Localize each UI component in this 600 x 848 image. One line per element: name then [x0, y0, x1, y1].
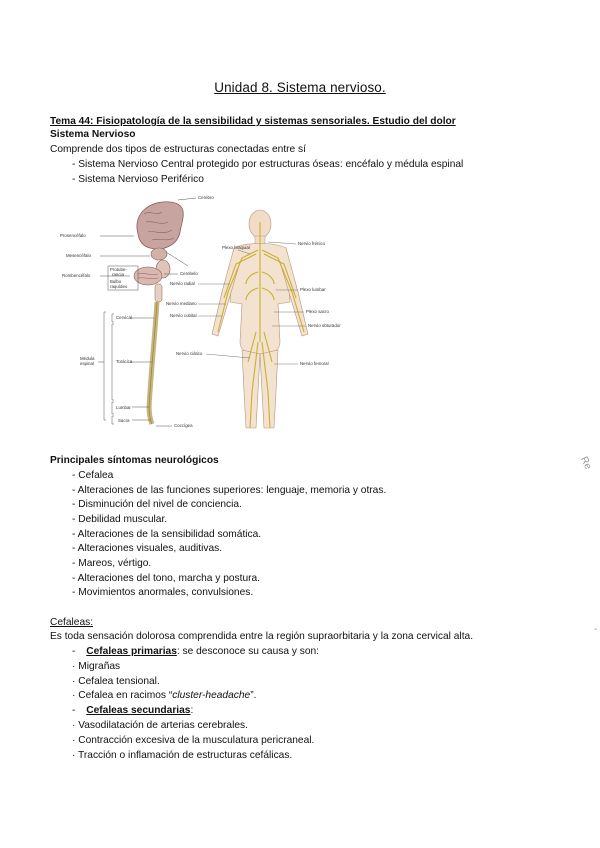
cluster-term: cluster-headache — [172, 690, 251, 701]
intro-line: Comprende dos tipos de estructuras conectadas entre sí — [50, 144, 306, 155]
primaria-cluster-prefix: · Cefalea en racimos “ — [72, 690, 173, 701]
label-cervical: Cervical — [116, 315, 132, 320]
label-plexo-lumbar: Plexo lumbar — [300, 287, 326, 292]
label-sacra: Sacra — [118, 418, 130, 423]
label-rombencefalo: Rombencéfalo — [62, 273, 91, 278]
label-nervio-frenico: Nervio frénico — [298, 241, 326, 246]
label-nervio-radial: Nervio radial — [170, 281, 195, 286]
label-protuberancia-2: rancia — [112, 272, 124, 277]
page-title: Unidad 8. Sistema nervioso. — [214, 80, 386, 95]
cefaleas-heading: Cefaleas: — [50, 617, 94, 628]
label-bulbo-1: Bulbo — [110, 279, 122, 284]
label-lumbar: Lumbar — [116, 405, 131, 410]
primaria-item: · Cefalea tensional. — [72, 676, 160, 687]
sintoma-item: - Alteraciones de las funciones superiores: lenguaje, memoria y otras. — [72, 485, 387, 496]
label-toracica: Torácica — [116, 359, 133, 364]
label-prosencefalo: Prosencéfalo — [60, 233, 86, 238]
sintoma-item: - Mareos, vértigo. — [72, 558, 152, 569]
label-bulbo-2: raquídeo — [110, 284, 128, 289]
label-cerebro: Cerebro — [198, 195, 214, 200]
primarias-dash: - — [72, 646, 76, 657]
cluster-end: ”. — [250, 690, 257, 701]
sintoma-item: - Movimientos anormales, convulsiones. — [72, 587, 254, 598]
primarias-rest: : se desconoce su causa y son: — [176, 646, 320, 657]
sintoma-item: - Disminución del nivel de conciencia. — [72, 499, 242, 510]
sistema-item-periferico: - Sistema Nervioso Periférico — [72, 174, 204, 185]
nervous-system-figure — [60, 192, 350, 434]
primarias-label: Cefaleas primarias — [86, 646, 177, 657]
label-cerebelo: Cerebelo — [180, 271, 198, 276]
brain-drawing — [134, 202, 183, 302]
cefaleas-definition: Es toda sensación dolorosa comprendida entre la región supraorbitaria y la zona cervical alta. — [50, 631, 474, 642]
label-mesencefalo: Mesencéfalo — [66, 253, 91, 258]
primarias-line — [72, 645, 319, 658]
label-medula-2: espinal — [80, 361, 94, 366]
secundaria-item: · Tracción o inflamación de estructuras cefálicas. — [72, 750, 293, 761]
label-nervio-ciatico: Nervio ciático — [176, 351, 203, 356]
sintoma-item: - Alteraciones visuales, auditivas. — [72, 543, 223, 554]
label-nervio-cubital: Nervio cubital — [170, 313, 197, 318]
secundaria-item: · Vasodilatación de arterias cerebrales. — [72, 720, 248, 731]
label-nervio-mediano: Nervio mediano — [166, 301, 197, 306]
secundaria-item: · Contracción excesiva de la musculatura pericraneal. — [72, 735, 315, 746]
sintoma-item: - Alteraciones del tono, marcha y postura. — [72, 573, 261, 584]
sintoma-item: - Alteraciones de la sensibilidad somática. — [72, 529, 262, 540]
label-nervio-femoral: Nervio femoral — [300, 361, 329, 366]
sintomas-heading: Principales síntomas neurológicos — [50, 455, 219, 466]
secundarias-line — [72, 704, 193, 717]
secundarias-dash: - — [72, 705, 76, 716]
tema-heading: Tema 44: Fisiopatología de la sensibilidad y sistemas sensoriales. Estudio del dolor — [50, 116, 456, 127]
nervous-system-illustration — [60, 192, 350, 434]
margin-dash: - — [594, 624, 598, 635]
margin-fragment: Re — [578, 455, 594, 472]
secundarias-label: Cefaleas secundarias — [86, 705, 191, 716]
sistema-item-central: - Sistema Nervioso Central protegido por estructuras óseas: encéfalo y médula espinal — [72, 159, 464, 170]
label-medula-1: Médula — [80, 356, 95, 361]
label-nervio-obturador: Nervio obturador — [308, 323, 341, 328]
label-coccigea: Coccígea — [174, 423, 193, 428]
primaria-item-cluster — [72, 689, 256, 702]
sintoma-item: - Debilidad muscular. — [72, 514, 168, 525]
sintoma-item: - Cefalea — [72, 470, 114, 481]
label-plexo-braquial: Plexo braquial — [222, 245, 250, 250]
label-plexo-sacro: Plexo sacro — [306, 309, 329, 314]
primaria-item: · Migrañas — [72, 661, 121, 672]
spinal-cord-drawing — [149, 302, 157, 424]
label-protuberancia-1: Protube- — [110, 267, 127, 272]
secundarias-rest: : — [190, 705, 194, 716]
section-sistema-nervioso: Sistema Nervioso — [50, 129, 136, 140]
